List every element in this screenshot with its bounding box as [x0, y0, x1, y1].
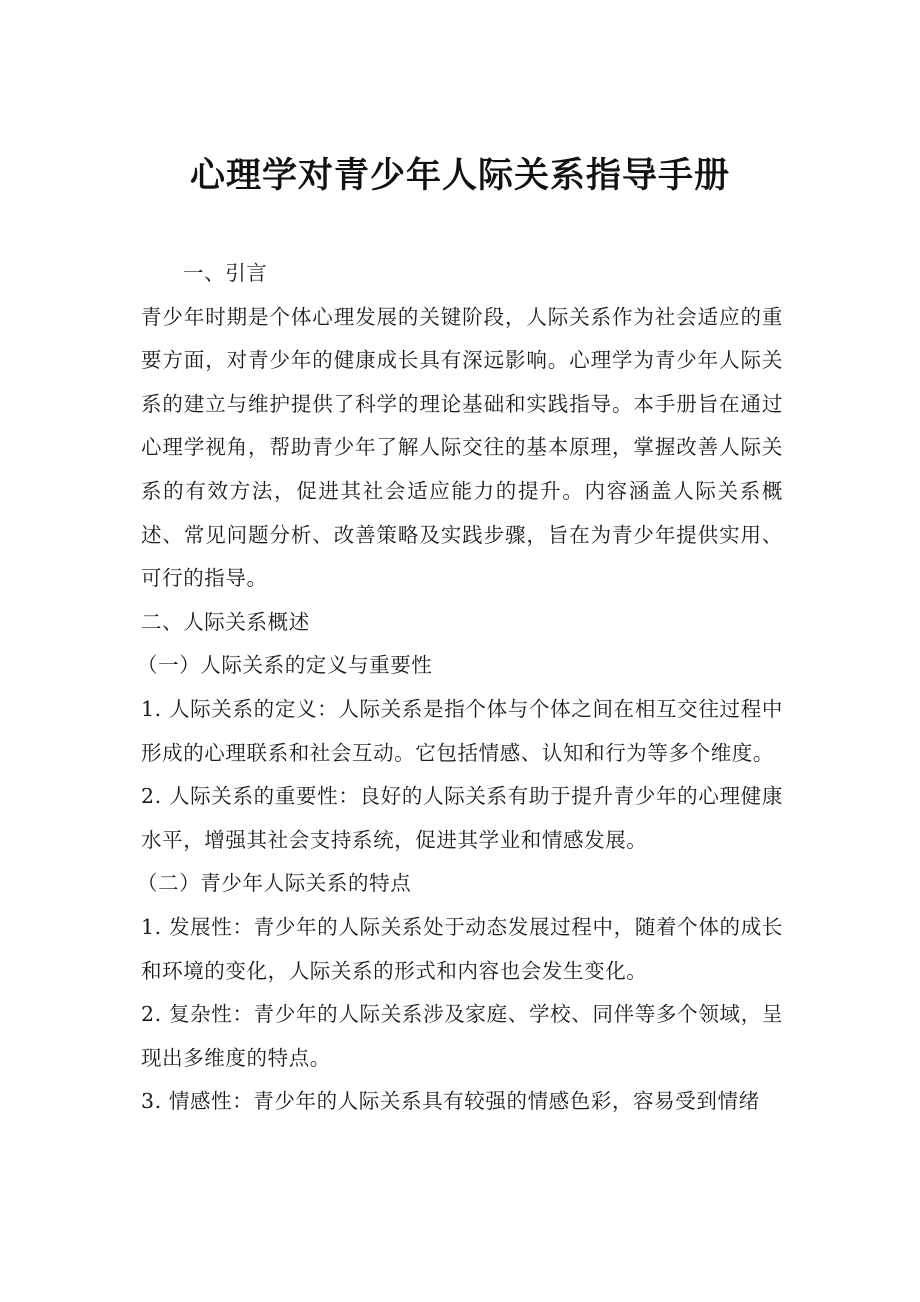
subsection-heading-characteristics: （二）青少年人际关系的特点 — [137, 871, 412, 896]
list-item: 3. 情感性：青少年的人际关系具有较强的情感色彩，容易受到情绪 — [141, 1089, 760, 1114]
subsection-heading-definition: （一）人际关系的定义与重要性 — [137, 653, 433, 678]
list-item: 2. 人际关系的重要性：良好的人际关系有助于提升青少年的心理健康水平，增强其社会支持系统，促进其学业和情感发展。 — [141, 784, 783, 852]
list-item: 1. 发展性：青少年的人际关系处于动态发展过程中，随着个体的成长和环境的变化，人际关系的形式和内容也会发生变化。 — [141, 914, 783, 983]
list-item: 2. 复杂性：青少年的人际关系涉及家庭、学校、同伴等多个领域，呈现出多维度的特点。 — [141, 1002, 783, 1070]
section-heading-overview: 二、人际关系概述 — [141, 609, 310, 634]
page-title: 心理学对青少年人际关系指导手册 — [189, 156, 730, 196]
document-body — [137, 252, 783, 1124]
intro-paragraph: 青少年时期是个体心理发展的关键阶段，人际关系作为社会适应的重要方面，对青少年的健康成长具有深远影响。心理学为青少年人际关系的建立与维护提供了科学的理论基础和实践指导。本手册旨在通过心理学视角，帮助青少年了解人际交往的基本原理，掌握改善人际关系的有效方法，促进其社会适应能力的提升。内容涵盖人际关系概述、常见问题分析、改善策略及实践步骤，旨在为青少年提供实用、可行的指导。 — [141, 304, 783, 591]
section-heading-intro: 一、引言 — [183, 261, 268, 285]
list-item: 1. 人际关系的定义：人际关系是指个体与个体之间在相互交往过程中形成的心理联系和社会互动。它包括情感、认知和行为等多个维度。 — [141, 696, 783, 765]
